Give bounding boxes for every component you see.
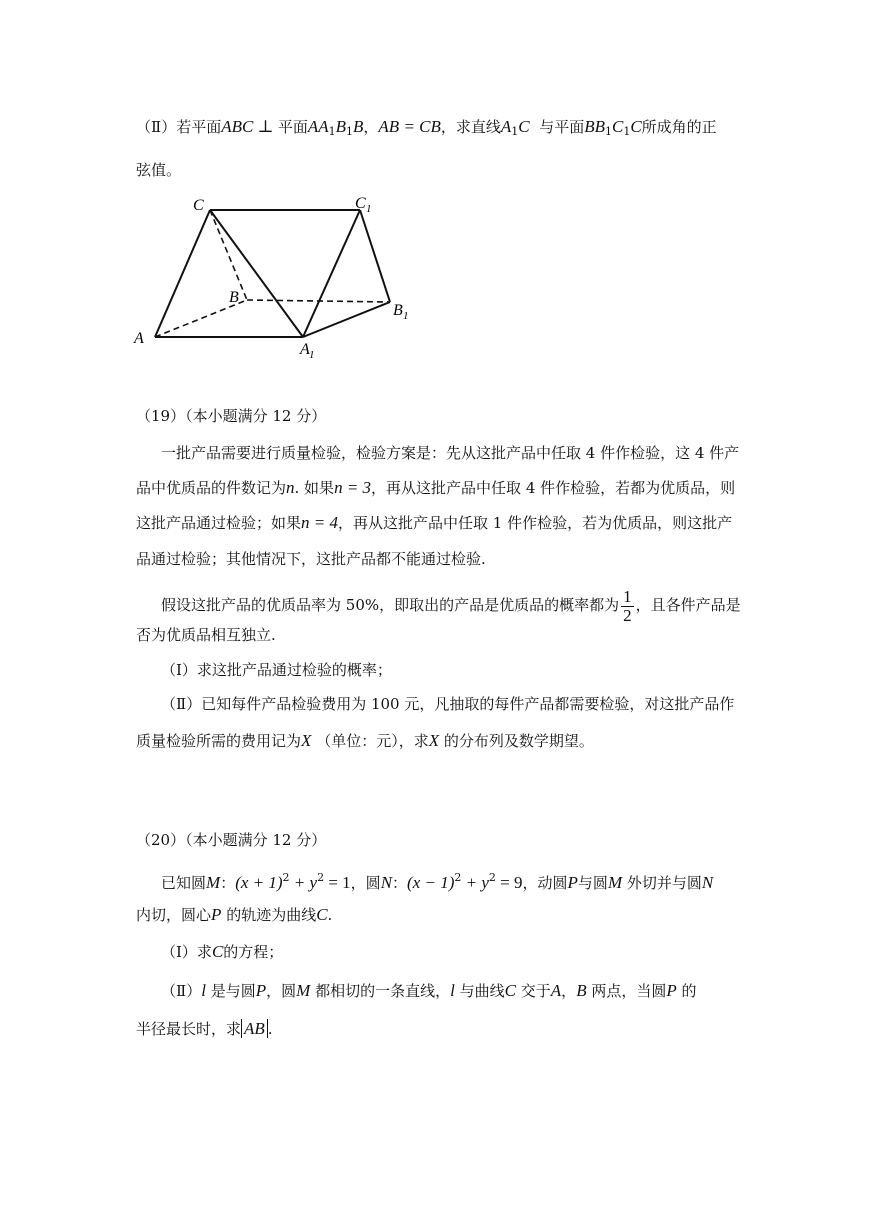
label-C1: C (355, 195, 366, 212)
edge-C-B-hidden (210, 210, 247, 300)
q19-header: （19）（本小题满分 12 分） (136, 407, 327, 425)
edge-C-A1 (210, 210, 303, 337)
label-B: B (229, 289, 239, 306)
label-A1-sub: 1 (309, 349, 315, 361)
q20-line2: 内切，圆心P 的轨迹为曲线C. (136, 905, 333, 924)
q19-para1-line3: 这批产品通过检验；如果n = 4，再从这批产品中任取 1 件作检验，若为优质品，则这批产 (136, 513, 733, 532)
q18-part2-line2: 弦值。 (136, 161, 182, 179)
label-B1-sub: 1 (403, 310, 409, 322)
q19-para1-line2: 品中优质品的件数记为n. 如果n = 3，再从这批产品中任取 4 件作检验，若都为优质品，则 (136, 478, 736, 497)
label-C: C (193, 197, 204, 214)
fraction-one-half: $\frac{1}{2}$ (623, 586, 632, 625)
q19-para1-line1: 一批产品需要进行质量检验，检验方案是：先从这批产品中任取 4 件作检验，这 4 件产 (161, 444, 740, 462)
q20-part2-line2: 半径最长时，求 AB . (136, 1019, 273, 1038)
q19-part2-line2: 质量检验所需的费用记为X （单位：元），求X 的分布列及数学期望。 (136, 731, 594, 750)
edge-C1-B1 (360, 210, 390, 302)
q19-para1-line4: 品通过检验；其他情况下，这批产品都不能通过检验. (136, 550, 486, 568)
q20-header: （20）（本小题满分 12 分） (136, 831, 327, 849)
label-A1: A (300, 341, 310, 358)
q19-para2-line2: 否为优质品相互独立. (136, 626, 276, 644)
q20-part2-line1: （Ⅱ）l 是与圆P，圆M 都相切的一条直线，l 与曲线C 交于A，B 两点，当圆P 的 (161, 981, 697, 1000)
q19-part2-line1: （Ⅱ）已知每件产品检验费用为 100 元，凡抽取的每件产品都需要检验，对这批产品作 (161, 695, 735, 713)
q19-para2-line1: 假设这批产品的优质品率为 50%，即取出的产品是优质品的概率都为 $\frac{1}{2}$ ，且各件产品是 (161, 586, 741, 625)
q20-line1: 已知圆M：$(x + 1)^2 + y^2 = 1$，圆N：$(x - 1)^2 + y^2 = 9$，动圆P与圆M 外切并与圆N (161, 871, 714, 892)
abs-AB: AB (241, 1019, 268, 1038)
label-A: A (134, 330, 144, 347)
label-B1: B (393, 302, 403, 319)
edge-B-B1-hidden (247, 300, 390, 302)
prism-figure (125, 192, 425, 362)
label-C1-sub: 1 (366, 203, 372, 215)
q19-part1: （Ⅰ）求这批产品通过检验的概率； (161, 661, 392, 679)
q20-part1: （Ⅰ）求C的方程； (161, 942, 284, 961)
q18-part2-line1: （Ⅱ）若平面ABC ⊥ 平面$AA_1B_1B$，AB = CB，求直线$A_1C$ 与平面$BB_1C_1C$所成角的正 (136, 117, 717, 138)
